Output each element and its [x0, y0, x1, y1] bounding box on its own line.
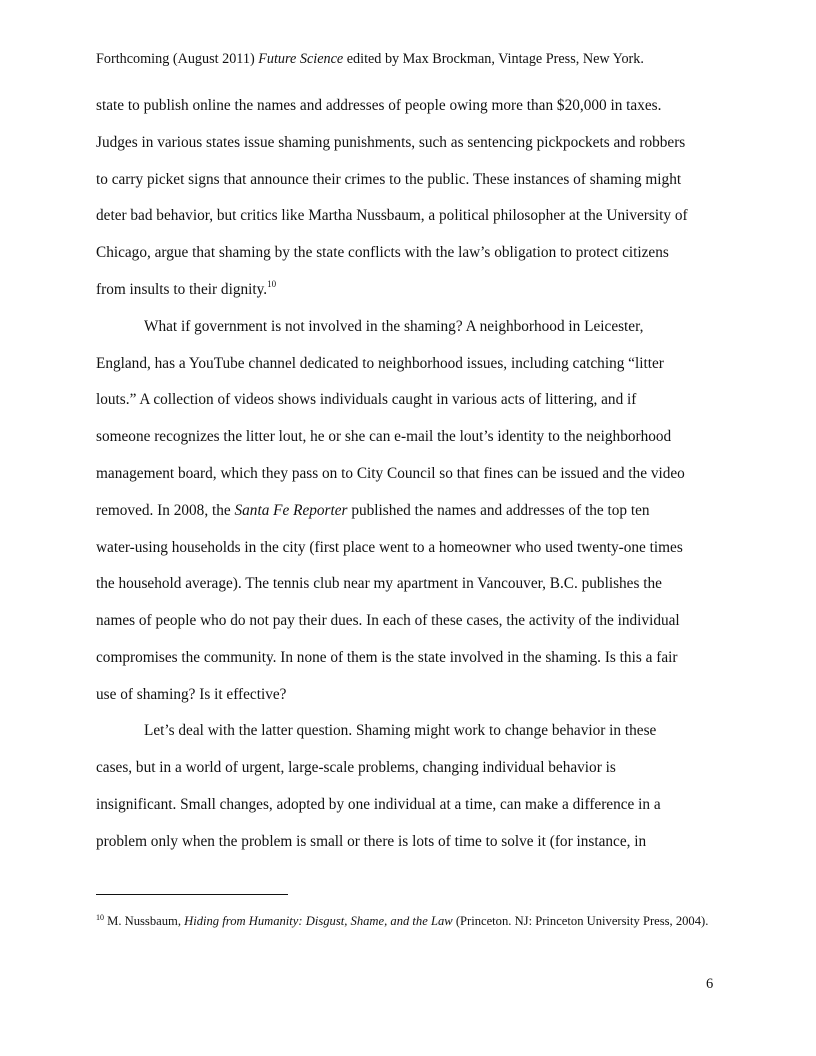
header-book-title: Future Science [258, 51, 344, 67]
paragraph-first-line: What if government is not involved in the shaming? A neighborhood in Leicester, [144, 318, 644, 335]
body-line: compromises the community. In none of them is the state involved in the shaming. Is this a fair [96, 649, 678, 666]
footnote [96, 913, 720, 929]
body-line: someone recognizes the litter lout, he or she can e-mail the lout’s identity to the neighborhood [96, 428, 672, 445]
body-line: names of people who do not pay their dues. In each of these cases, the activity of the individual [96, 612, 680, 629]
footnote-number: 10 [96, 913, 104, 922]
body-line: water-using households in the city (first place went to a homeowner who used twenty-one times [96, 539, 683, 556]
body-line: England, has a YouTube channel dedicated to neighborhood issues, including catching “litter [96, 355, 664, 372]
body-line: cases, but in a world of urgent, large-scale problems, changing individual behavior is [96, 759, 616, 776]
body-line: state to publish online the names and addresses of people owing more than $20,000 in taxes. [96, 97, 662, 114]
publication-name: Santa Fe Reporter [234, 502, 348, 519]
body-line-text: published the names and addresses of the top ten [347, 502, 650, 519]
body-line: to carry picket signs that announce their crimes to the public. These instances of shaming might [96, 171, 682, 188]
body-line: Judges in various states issue shaming punishments, such as sentencing pickpockets and robbers [96, 134, 686, 151]
paragraph-first-line: Let’s deal with the latter question. Shaming might work to change behavior in these [144, 722, 657, 739]
body-line: problem only when the problem is small or there is lots of time to solve it (for instance, in [96, 833, 647, 850]
body-line: insignificant. Small changes, adopted by one individual at a time, can make a difference in a [96, 796, 661, 813]
header-suffix: edited by Max Brockman, Vintage Press, New York. [343, 51, 644, 67]
body-line: Chicago, argue that shaming by the state conflicts with the law’s obligation to protect citizens [96, 244, 669, 261]
page-number: 6 [706, 976, 714, 992]
footnote-separator [96, 894, 288, 895]
body-line-text: removed. In 2008, the [96, 502, 235, 519]
footnote-publication: (Princeton. NJ: Princeton University Press, 2004). [452, 914, 709, 928]
body-line: the household average). The tennis club near my apartment in Vancouver, B.C. publishes the [96, 575, 662, 592]
body-line-text: from insults to their dignity. [96, 281, 268, 298]
body-line: deter bad behavior, but critics like Martha Nussbaum, a political philosopher at the University of [96, 207, 688, 224]
body-line: louts.” A collection of videos shows individuals caught in various acts of littering, and if [96, 391, 637, 408]
footnote-author: M. Nussbaum, [104, 914, 185, 928]
footnote-reference[interactable]: 10 [267, 279, 277, 289]
running-header [96, 50, 644, 68]
body-line-with-footnote-ref [96, 280, 276, 300]
body-line: use of shaming? Is it effective? [96, 686, 287, 703]
footnote-book-title: Hiding from Humanity: Disgust, Shame, and the Law [184, 914, 453, 928]
body-line: management board, which they pass on to City Council so that fines can be issued and the video [96, 465, 685, 482]
header-prefix: Forthcoming (August 2011) [96, 51, 259, 67]
body-line-with-italic [96, 501, 650, 521]
